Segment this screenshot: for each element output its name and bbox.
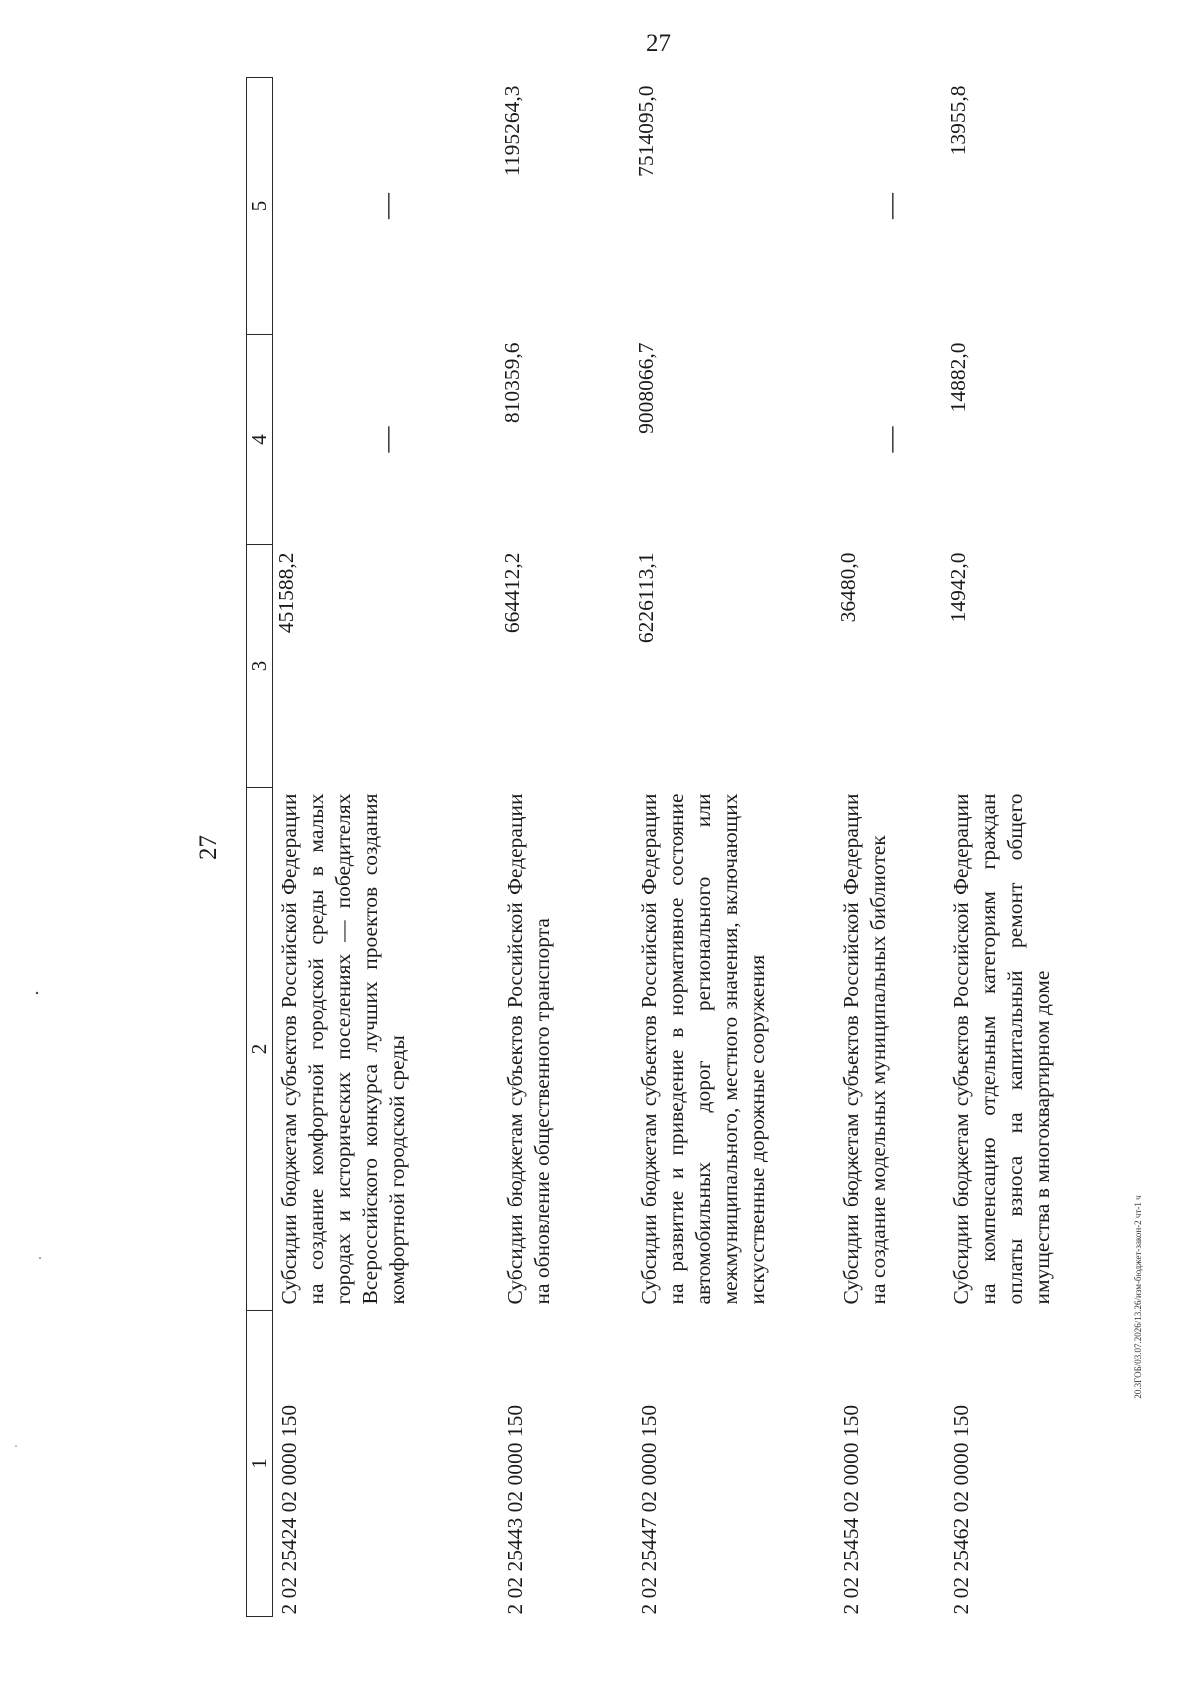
column-header-2: 2 [247,788,273,1311]
table-row [945,78,1101,1617]
budget-code: 2 02 25443 02 0000 150 [503,1404,527,1615]
column-header-5: 5 [247,78,273,335]
amount-col-5: 13955,8 [946,85,970,156]
amount-col-5: — [875,193,905,219]
budget-code: 2 02 25447 02 0000 150 [637,1404,661,1615]
amount-col-4: — [371,426,401,453]
row-description: Субсидии бюджетам субъектов Российской Федерации на создание комфортной городской среды в малых городах и исторических поселениях — победителях Всероссийского конкурса лучших проектов создания комфортной городской среды [277,793,409,1305]
table-row [835,78,945,1617]
row-description: Субсидии бюджетам субъектов Российской Федерации на создание модельных муниципальных библиотек [839,793,890,1305]
amount-col-3: 664412,2 [500,552,524,634]
column-header-4: 4 [247,335,273,545]
row-description: Субсидии бюджетам субъектов Российской Федерации на обновление общественного транспорта [503,793,554,1305]
amount-col-5: — [371,193,401,219]
table-row [499,78,633,1617]
amount-col-3: 36480,0 [836,552,860,623]
amount-col-3: 451588,2 [274,552,298,634]
amount-col-4: 9008066,7 [634,342,658,434]
budget-table [246,77,1101,1617]
column-header-3: 3 [247,545,273,788]
amount-col-5: 1195264,3 [500,85,524,177]
row-description: Субсидии бюджетам субъектов Российской Федерации на развитие и приведение в нормативное состояние автомобильных дорог регионального или межмуниципального, местного значения, включающих искусственные дорожные сооружения [637,793,769,1305]
rotated-page-content [179,78,1054,1617]
table-header-row [247,78,273,1617]
amount-col-4: 14882,0 [946,342,970,413]
amount-col-4: 810359,6 [500,342,524,424]
budget-code: 2 02 25462 02 0000 150 [949,1404,973,1615]
amount-col-3: 6226113,1 [634,552,658,644]
budget-code: 2 02 25424 02 0000 150 [277,1404,301,1615]
row-description: Субсидии бюджетам субъектов Российской Федерации на компенсацию отдельным категориям граждан оплаты взноса на капитальный ремонт общего имущества в многоквартирном доме [949,793,1054,1305]
column-header-1: 1 [247,1311,273,1617]
amount-col-3: 14942,0 [946,552,970,623]
table-row [273,78,500,1617]
page-number: 27 [646,30,671,57]
budget-code: 2 02 25454 02 0000 150 [839,1404,863,1615]
amount-col-4: — [875,426,905,453]
page-number-center: 27 [195,835,222,860]
amount-col-5: 7514095,0 [634,85,658,177]
table-row [633,78,835,1617]
